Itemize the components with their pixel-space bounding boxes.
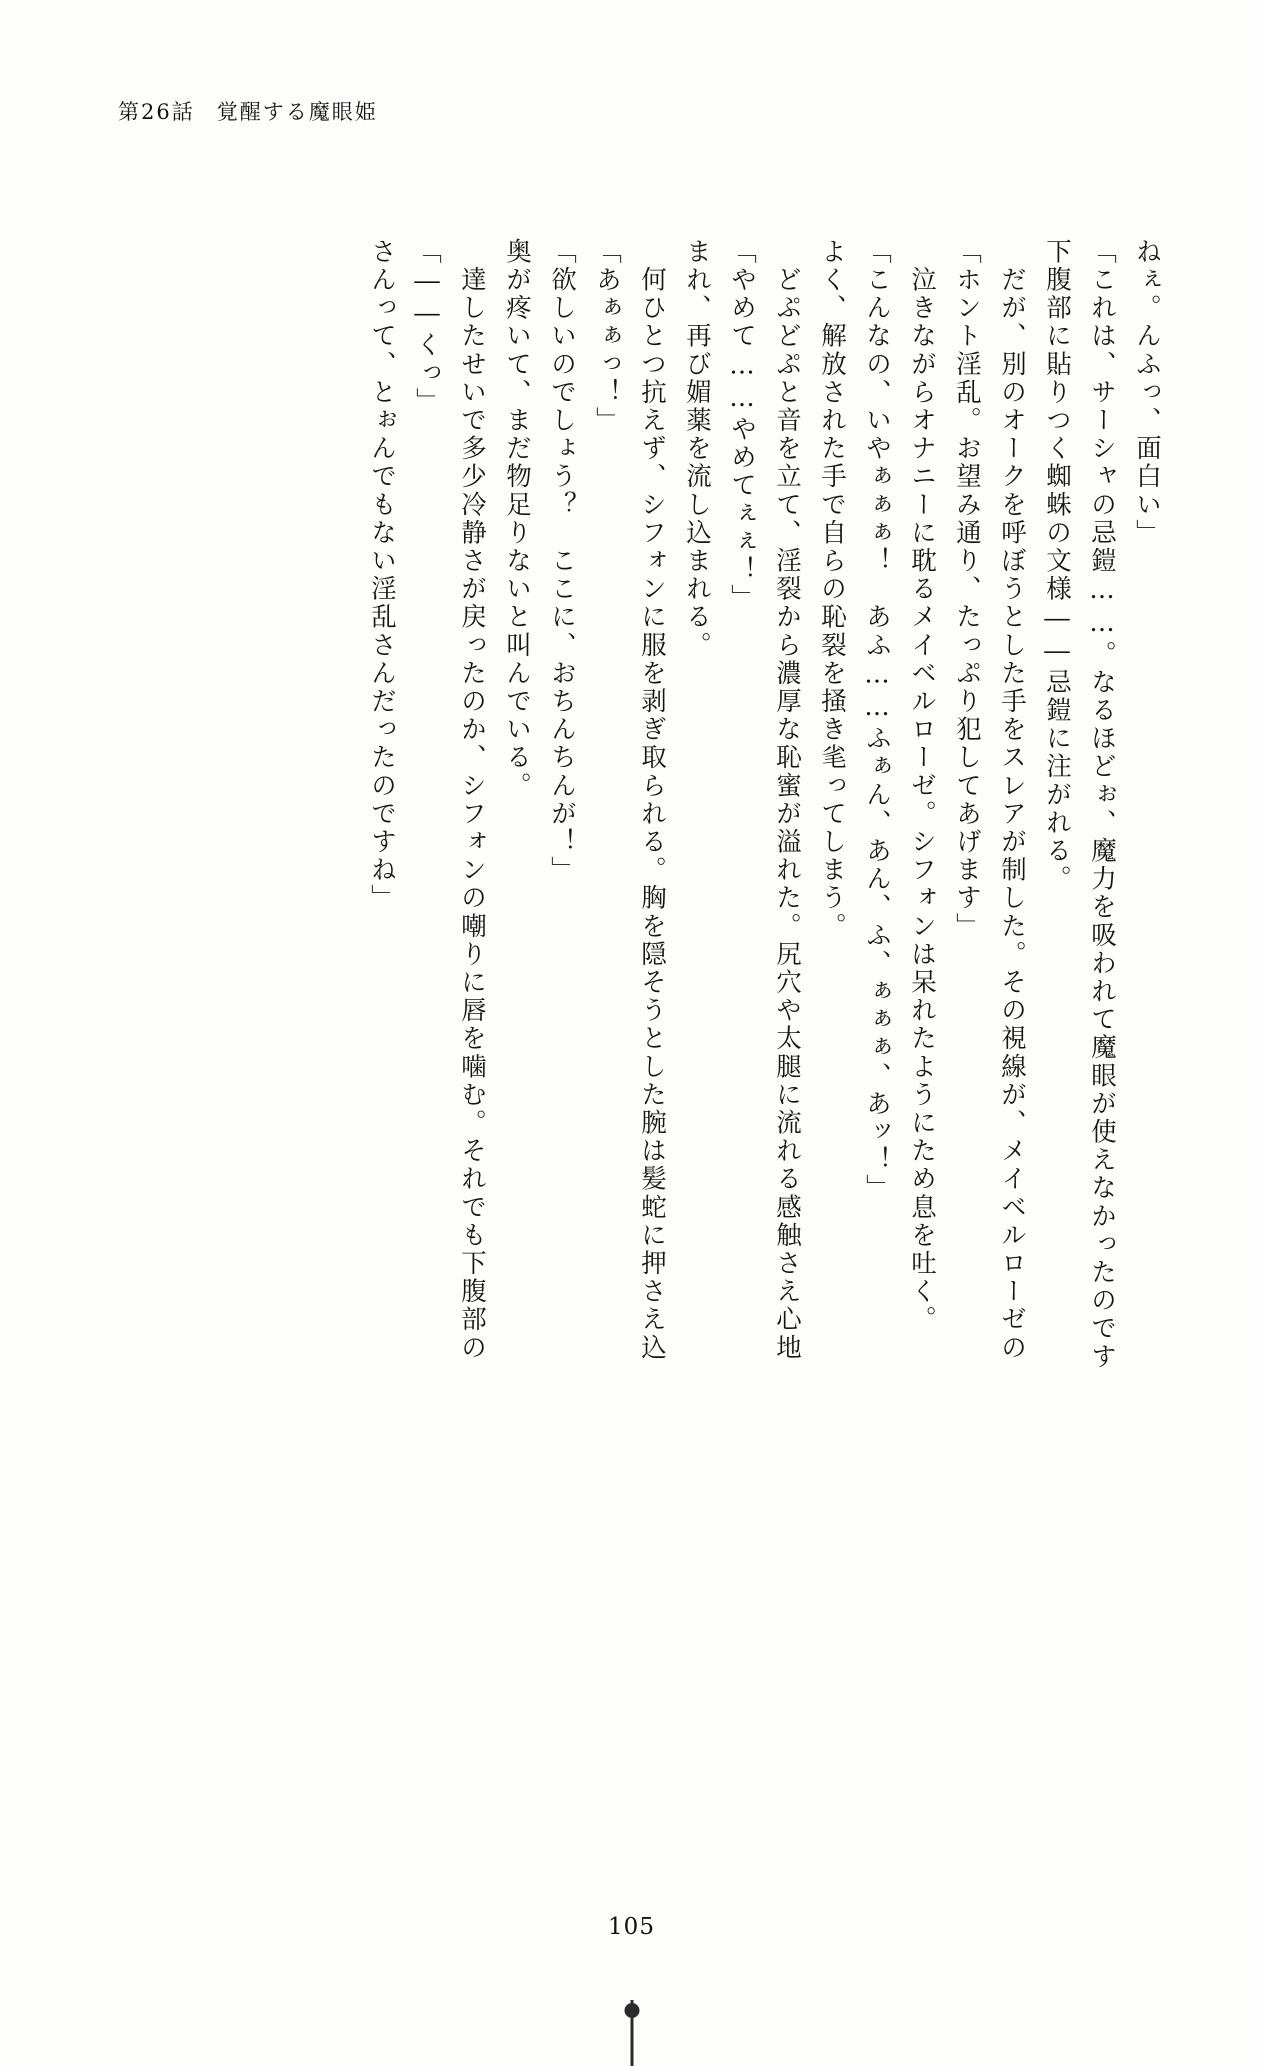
- spine-line-mark: [630, 2000, 633, 2066]
- text-column: さんって、とぉんでもない淫乱さんだったのですね」: [367, 238, 397, 913]
- text-column: 泣きながらオナニーに耽るメイベルローゼ。シフォンは呆れたようにため息を吐く。: [907, 238, 937, 1334]
- text-column: 下腹部に貼りつく蜘蛛の文様――忌鎧に注がれる。: [1042, 238, 1072, 894]
- text-column: 「あぁぁっ！」: [592, 238, 622, 435]
- text-column: 「これは、サーシャの忌鎧……。なるほどぉ、魔力を吸われて魔眼が使えなかったのです: [1087, 238, 1117, 1371]
- text-column: 「――くっ」: [412, 238, 442, 416]
- text-column: 奥が疼いて、まだ物足りないと叫んでいる。: [502, 238, 532, 800]
- text-column: よく、解放された手で自らの恥裂を掻き毟ってしまう。: [817, 238, 847, 941]
- chapter-number: 第26話: [118, 100, 195, 124]
- chapter-title: 覚醒する魔眼姫: [216, 100, 378, 124]
- text-column: 何ひとつ抗えず、シフォンに服を剥ぎ取られる。胸を隠そうとした腕は髪蛇に押さえ込: [637, 238, 667, 1362]
- running-head: [118, 96, 378, 126]
- text-column: だが、別のオークを呼ぼうとした手をスレアが制した。その視線が、メイベルローゼの: [997, 238, 1027, 1362]
- text-column: 「ホント淫乱。お望み通り、たっぷり犯してあげます」: [952, 238, 982, 941]
- text-column: 「やめて……やめてぇぇ！」: [727, 238, 757, 613]
- text-column: ねぇ。んふっ、面白い」: [1132, 238, 1162, 548]
- text-column: どぷどぷと音を立て、淫裂から濃厚な恥蜜が溢れた。尻穴や太腿に流れる感触さえ心地: [772, 238, 802, 1362]
- text-column: 達したせいで多少冷静さが戻ったのか、シフォンの嘲りに唇を噛む。それでも下腹部の: [457, 238, 487, 1362]
- text-column: まれ、再び媚薬を流し込まれる。: [682, 238, 712, 660]
- page-number: 105: [608, 1914, 655, 1940]
- text-column: 「欲しいのでしょう？ ここに、おちんちんが！」: [547, 238, 577, 885]
- text-column: 「こんなの、いやぁぁぁ！ あふ……ふぁん、あん、ふ、ぁぁぁ、あッ！」: [862, 238, 892, 1203]
- vertical-text-body: [349, 238, 1162, 1371]
